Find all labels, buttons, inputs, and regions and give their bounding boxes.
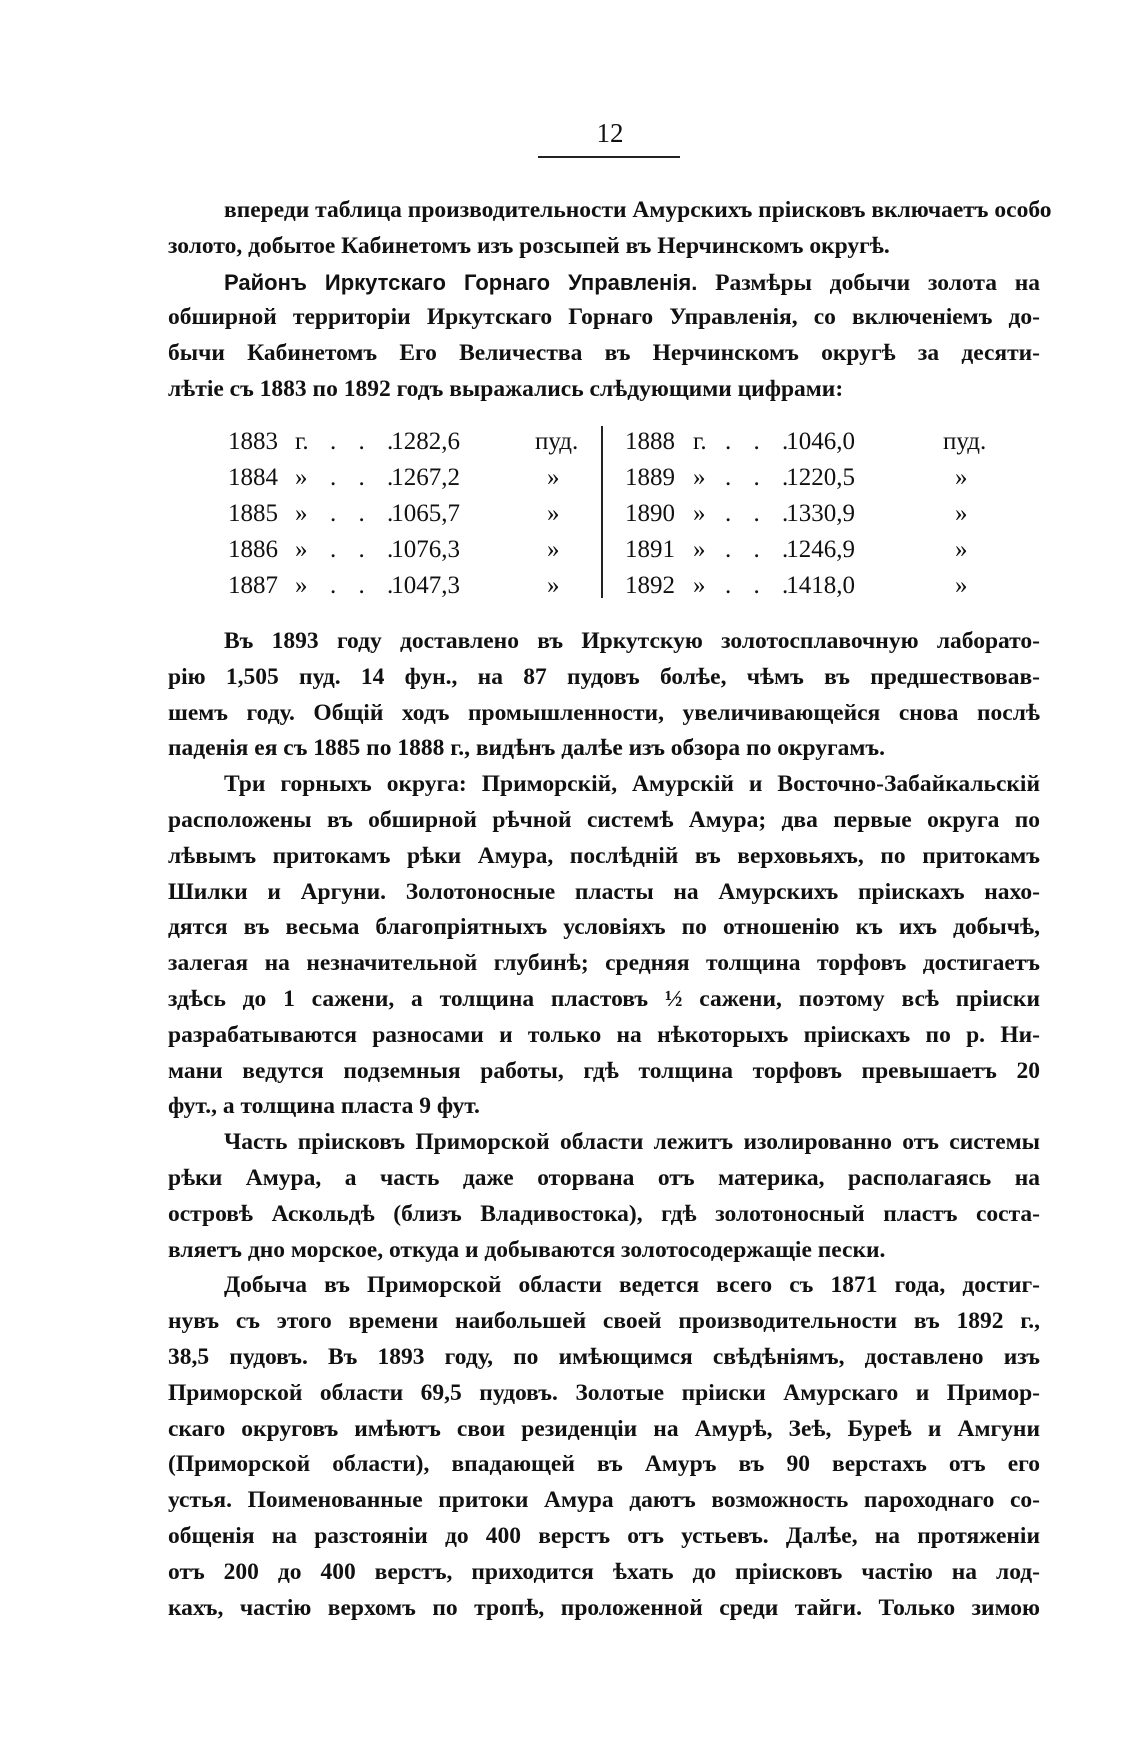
year-mark: » [693, 536, 706, 563]
table-row [0, 532, 1140, 568]
paragraph [168, 624, 1040, 767]
text-line: общенiя на разстоянiи до 400 верстъ отъ устьевъ. Далѣе, на протяженiи [168, 1522, 1040, 1549]
value-cell: 1220,5 [786, 464, 855, 491]
text-line: фут., а толщина пласта 9 фут. [168, 1093, 480, 1120]
text-line-content: Размѣры добычи золота на [715, 269, 1041, 296]
year-mark: » [295, 500, 308, 527]
leader-dots: . . . [330, 464, 402, 491]
text-line: Три горныхъ округа: Приморскiй, Амурскiй и Восточно-Забайкальскiй [224, 771, 1040, 798]
paragraph [168, 265, 1040, 408]
text-line: шемъ году. Общiй ходъ промышленности, увеличивающейся снова послѣ [168, 699, 1040, 726]
unit-cell: » [955, 500, 968, 527]
year-mark: г. [693, 428, 707, 455]
text-line: залегая на незначительной глубинѣ; средняя толщина торфовъ достигаетъ [168, 950, 1040, 977]
value-cell: 1065,7 [391, 500, 460, 527]
value-cell: 1330,9 [786, 500, 855, 527]
table-row [0, 568, 1140, 604]
leader-dots: . . . [725, 536, 797, 563]
table-row [0, 496, 1140, 532]
text-line: золото, добытое Кабинетомъ изъ розсыпей въ Нерчинскомъ округѣ. [168, 232, 890, 259]
paragraph [168, 767, 1040, 1125]
unit-cell: » [547, 500, 560, 527]
text-line: Часть прiисковъ Приморской области лежитъ изолированно отъ системы [224, 1129, 1040, 1156]
year-cell: 1892 [625, 572, 675, 599]
year-cell: 1885 [228, 500, 278, 527]
section-body [168, 624, 1040, 1626]
unit-cell: » [547, 572, 560, 599]
unit-cell: пуд. [535, 428, 579, 455]
value-cell: 1246,9 [786, 536, 855, 563]
text-line: расположены въ обширной рѣчной системѣ Амура; два первые округа по [168, 806, 1040, 833]
text-line: вляетъ дно морское, откуда и добываются золотосодержащiе пески. [168, 1236, 886, 1263]
paragraph [168, 193, 1052, 265]
unit-cell: » [955, 464, 968, 491]
text-line: 38,5 пудовъ. Въ 1893 году, по имѣющимся свѣдѣнiямъ, доставлено изъ [168, 1343, 1040, 1370]
text-line: Приморской области 69,5 пудовъ. Золотые прiиски Амурскаго и Примор- [168, 1379, 1040, 1406]
text-line [168, 265, 1040, 301]
unit-cell: » [547, 536, 560, 563]
leader-dots: . . . [330, 536, 402, 563]
text-line: рiю 1,505 пуд. 14 фун., на 87 пудовъ болѣе, чѣмъ въ предшествовав- [168, 663, 1040, 690]
year-mark: » [693, 572, 706, 599]
value-cell: 1046,0 [786, 428, 855, 455]
text-line: устья. Поименованные притоки Амура даютъ возможность пароходнаго со- [168, 1487, 1040, 1514]
value-cell: 1047,3 [391, 572, 460, 599]
text-line: рѣки Амура, а часть даже оторвана отъ материка, располагаясь на [168, 1164, 1040, 1191]
page-number-rule [538, 156, 680, 158]
text-line: обширной территорiи Иркутскаго Горнаго Управленiя, со включенiемъ до- [168, 304, 1040, 331]
year-cell: 1888 [625, 428, 675, 455]
page-number: 12 [596, 118, 624, 148]
text-line: паденiя ея съ 1885 по 1888 г., видѣнъ далѣе изъ обзора по округамъ. [168, 735, 886, 762]
text-line: островѣ Аскольдѣ (близъ Владивостока), гдѣ золотоносный пластъ соста- [168, 1200, 1040, 1227]
leader-dots: . . . [725, 464, 797, 491]
year-cell: 1891 [625, 536, 675, 563]
year-cell: 1890 [625, 500, 675, 527]
year-cell: 1886 [228, 536, 278, 563]
text-line: отъ 200 до 400 верстъ, приходится ѣхать до прiисковъ частiю на лод- [168, 1558, 1040, 1585]
text-line: нувъ съ этого времени наибольшей своей производительности въ 1892 г., [168, 1308, 1040, 1335]
unit-cell: » [955, 572, 968, 599]
text-line: Шилки и Аргуни. Золотоносные пласты на Амурскихъ прiискахъ нахо- [168, 878, 1040, 905]
year-mark: г. [295, 428, 309, 455]
unit-cell: пуд. [943, 428, 987, 455]
section-intro [168, 193, 1052, 408]
text-line: (Приморской области), впадающей въ Амуръ въ 90 верстахъ отъ его [168, 1451, 1040, 1478]
text-line: дятся въ весьма благопрiятныхъ условiяхъ по отношенiю къ ихъ добычѣ, [168, 914, 1040, 941]
value-cell: 1282,6 [391, 428, 460, 455]
text-line: здѣсь до 1 сажени, а толщина пластовъ ½ сажени, поэтому всѣ прiиски [168, 985, 1040, 1012]
paragraph [168, 1268, 1040, 1626]
text-line: разрабатываются разносами и только на нѣкоторыхъ прiискахъ по р. Ни- [168, 1021, 1040, 1048]
leader-dots: . . . [725, 428, 797, 455]
year-cell: 1884 [228, 464, 278, 491]
text-line: лѣвымъ притокамъ рѣки Амура, послѣднiй въ верховьяхъ, по притокамъ [168, 842, 1040, 869]
text-line: скаго округовъ имѣютъ свои резиденцiи на Амурѣ, Зеѣ, Буреѣ и Амгуни [168, 1415, 1040, 1442]
text-line: бычи Кабинетомъ Его Величества въ Нерчинскомъ округѣ за десяти- [168, 340, 1040, 367]
text-line: Въ 1893 году доставлено въ Иркутскую золотосплавочную лаборато- [224, 628, 1040, 654]
paragraph [168, 1125, 1040, 1268]
unit-cell: » [547, 464, 560, 491]
table-row [0, 460, 1140, 496]
text-line: впереди таблица производительности Амурскихъ прiисковъ включаетъ особо [224, 197, 1052, 223]
year-mark: » [295, 572, 308, 599]
unit-cell: » [955, 536, 968, 563]
table-row [0, 424, 1140, 460]
year-cell: 1887 [228, 572, 278, 599]
text-line: мани ведутся подземныя работы, гдѣ толщина торфовъ превышаетъ 20 [168, 1057, 1040, 1084]
value-cell: 1418,0 [786, 572, 855, 599]
text-line: лѣтiе съ 1883 по 1892 годъ выражались слѣдующими цифрами: [168, 375, 844, 402]
text-line: кахъ, частiю верхомъ по тропѣ, проложенной среди тайги. Только зимою [168, 1594, 1040, 1621]
year-cell: 1889 [625, 464, 675, 491]
value-cell: 1267,2 [391, 464, 460, 491]
leader-dots: . . . [330, 500, 402, 527]
text-line: Добыча въ Приморской области ведется всего съ 1871 года, достиг- [224, 1272, 1040, 1299]
year-cell: 1883 [228, 428, 278, 455]
leader-dots: . . . [330, 572, 402, 599]
section-heading: Районъ Иркутскаго Горнаго Управленiя. [224, 269, 698, 295]
leader-dots: . . . [330, 428, 402, 455]
year-mark: » [693, 464, 706, 491]
value-cell: 1076,3 [391, 536, 460, 563]
year-mark: » [295, 464, 308, 491]
leader-dots: . . . [725, 500, 797, 527]
year-mark: » [295, 536, 308, 563]
year-mark: » [693, 500, 706, 527]
leader-dots: . . . [725, 572, 797, 599]
